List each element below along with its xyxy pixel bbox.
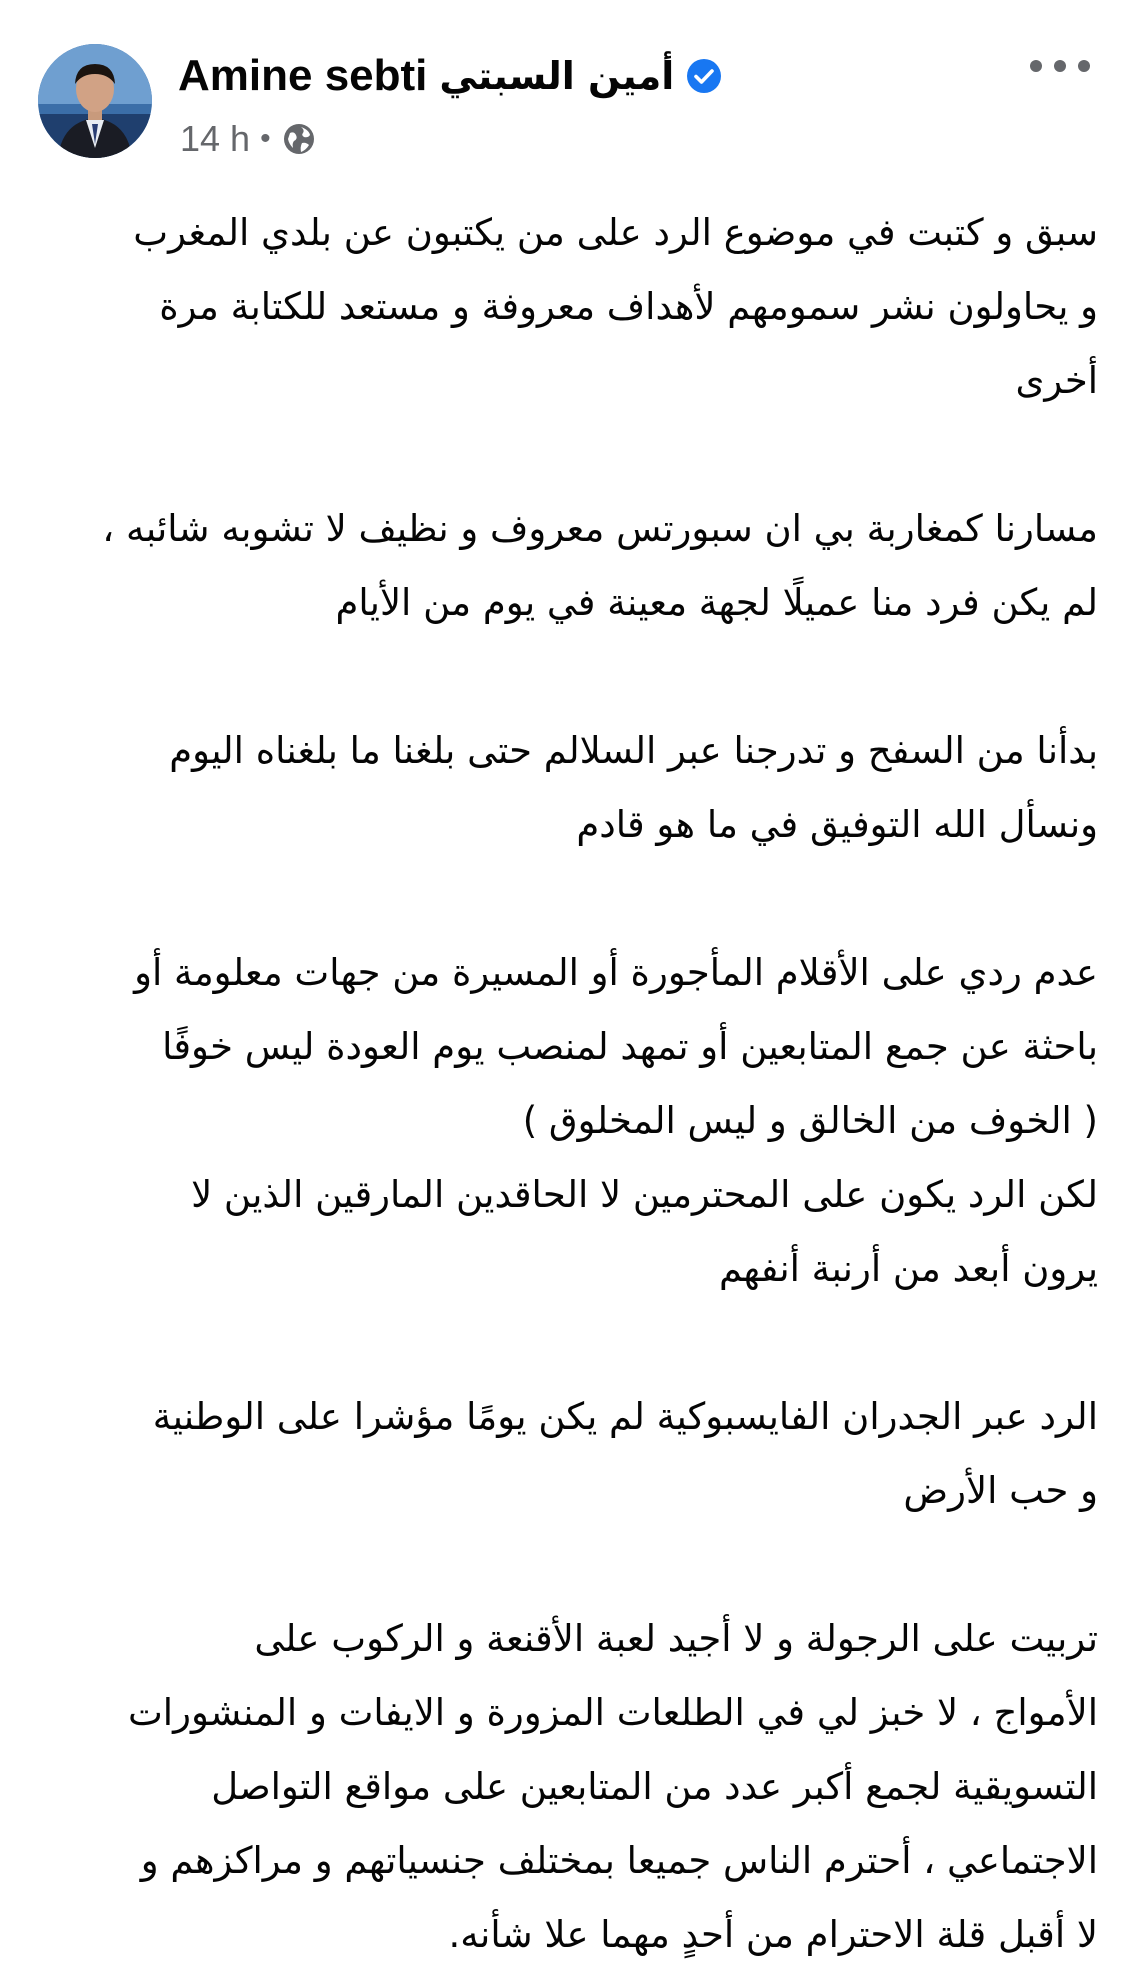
post-text-line: ونسأل الله التوفيق في ما هو قادم (576, 803, 1098, 846)
timestamp[interactable]: 14 h (180, 118, 251, 159)
more-options-icon (1030, 60, 1042, 72)
more-options-button[interactable] (1030, 48, 1090, 84)
globe-icon[interactable] (281, 121, 317, 157)
avatar[interactable] (38, 44, 152, 158)
post-text-line: التسويقية لجمع أكبر عدد من المتابعين على مواقع التواصل (211, 1765, 1098, 1808)
author-name-arabic[interactable]: أمين السبتي (439, 54, 675, 98)
post-text-line: بدأنا من السفح و تدرجنا عبر السلالم حتى بلغنا ما بلغناه اليوم (169, 729, 1098, 772)
post-text-line: الرد عبر الجدران الفايسبوكية لم يكن يومًا مؤشرا على الوطنية (152, 1395, 1098, 1438)
post-text-line: و حب الأرض (903, 1469, 1098, 1512)
post-text-line: ( الخوف من الخالق و ليس المخلوق ) (522, 1099, 1098, 1142)
post-text-line: يرون أبعد من أرنبة أنفهم (718, 1247, 1098, 1290)
post-meta (180, 114, 317, 164)
post-text-line: و يحاولون نشر سمومهم لأهداف معروفة و مستعد للكتابة مرة (159, 285, 1098, 328)
post-text-line: باحثة عن جمع المتابعين أو تمهد لمنصب يوم العودة ليس خوفًا (162, 1025, 1098, 1068)
post-paragraph (40, 936, 1098, 1306)
more-options-icon (1078, 60, 1090, 72)
post-text-line: لا أقبل قلة الاحترام من أحدٍ مهما علا شأنه. (448, 1913, 1098, 1956)
post-text-line: الاجتماعي ، أحترم الناس جميعا بمختلف جنسياتهم و مراكزهم و (140, 1839, 1098, 1882)
author-name-latin[interactable]: Amine sebti (178, 51, 428, 100)
post-text-line: عدم ردي على الأقلام المأجورة أو المسيرة من جهات معلومة أو (134, 951, 1098, 994)
post-text-line: لكن الرد يكون على المحترمين لا الحاقدين المارقين الذين لا (191, 1173, 1098, 1216)
post-paragraph (40, 196, 1098, 418)
post-paragraph (40, 1380, 1098, 1528)
author-name[interactable] (178, 46, 722, 106)
post-paragraph (40, 714, 1098, 862)
post-text-line: الأمواج ، لا خبز لي في الطلعات المزورة و الايفات و المنشورات (127, 1691, 1098, 1734)
post-text-line: مسارنا كمغاربة بي ان سبورتس معروف و نظيف لا تشوبه شائبه ، (102, 507, 1098, 550)
post-header (0, 0, 1136, 170)
meta-separator: • (260, 122, 271, 155)
post-text-line: تربيت على الرجولة و لا أجيد لعبة الأقنعة و الركوب على (254, 1617, 1098, 1660)
more-options-icon (1054, 60, 1066, 72)
post-paragraph (40, 492, 1098, 640)
post-text-line: سبق و كتبت في موضوع الرد على من يكتبون عن بلدي المغرب (133, 211, 1098, 254)
profile-photo (38, 44, 152, 158)
post-text-line: أخرى (1015, 359, 1098, 402)
post-text-line: لم يكن فرد منا عميلًا لجهة معينة في يوم من الأيام (335, 581, 1098, 624)
verified-badge-icon (686, 58, 722, 94)
post-text (40, 196, 1098, 1972)
post-paragraph (40, 1602, 1098, 1972)
